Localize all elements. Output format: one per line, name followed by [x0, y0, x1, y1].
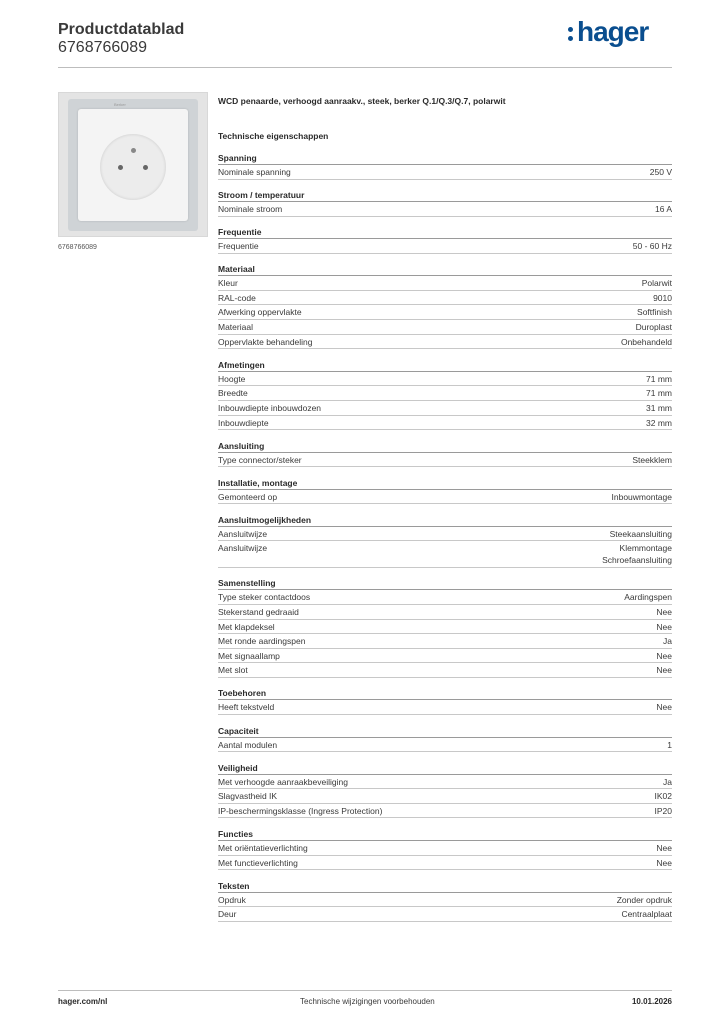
property-group	[218, 263, 672, 349]
property-value: 9010	[653, 292, 672, 303]
group-title: Afmetingen	[218, 359, 672, 372]
brand-mark: Berker	[114, 102, 126, 107]
group-title: Veiligheid	[218, 762, 672, 775]
earth-pin-icon	[131, 148, 136, 153]
group-title: Aansluitmogelijkheden	[218, 514, 672, 527]
product-number: 6768766089	[58, 39, 147, 56]
property-row	[218, 490, 672, 505]
property-row	[218, 386, 672, 401]
property-group	[218, 828, 672, 870]
image-caption: 6768766089	[58, 244, 97, 251]
property-row	[218, 453, 672, 468]
property-row	[218, 738, 672, 753]
socket-hole-icon	[143, 165, 148, 170]
property-row	[218, 907, 672, 922]
frame-plate	[68, 99, 198, 231]
product-description: WCD penaarde, verhoogd aanraakv., steek, berker Q.1/Q.3/Q.7, polarwit	[218, 96, 506, 106]
property-group	[218, 226, 672, 254]
property-group	[218, 514, 672, 568]
property-row	[218, 634, 672, 649]
property-value: Nee	[656, 702, 672, 713]
property-value: Nee	[656, 650, 672, 661]
property-label: Nominale stroom	[218, 204, 283, 215]
property-label: Inbouwdiepte	[218, 417, 269, 428]
property-value: 31 mm	[646, 402, 672, 413]
property-row	[218, 775, 672, 790]
header-divider	[58, 67, 672, 68]
property-value: 1	[667, 739, 672, 750]
group-title: Spanning	[218, 152, 672, 165]
property-label: Met slot	[218, 665, 248, 676]
property-label: Oppervlakte behandeling	[218, 336, 313, 347]
socket-icon	[100, 134, 166, 200]
section-title: Technische eigenschappen	[218, 131, 329, 141]
property-label: Aansluitwijze	[218, 528, 268, 539]
property-label: Materiaal	[218, 322, 253, 333]
property-value: Polarwit	[641, 278, 672, 289]
property-value: Nee	[656, 857, 672, 868]
property-group	[218, 725, 672, 753]
hager-logo[interactable]	[568, 16, 648, 48]
group-title: Installatie, montage	[218, 477, 672, 490]
property-value: Nee	[656, 621, 672, 632]
property-row	[218, 541, 672, 568]
property-value: Steekaansluiting	[609, 528, 672, 539]
group-title: Teksten	[218, 880, 672, 893]
property-row	[218, 841, 672, 856]
property-value: Ja	[663, 636, 672, 647]
property-value: 71 mm	[646, 388, 672, 399]
property-label: Hoogte	[218, 373, 246, 384]
property-group	[218, 577, 672, 678]
property-value: Nee	[656, 607, 672, 617]
property-row	[218, 620, 672, 635]
property-value: Centraalplaat	[621, 909, 672, 920]
property-value: 71 mm	[646, 373, 672, 384]
group-title: Toebehoren	[218, 687, 672, 700]
footer-disclaimer: Technische wijzigingen voorbehouden	[300, 997, 435, 1006]
property-row	[218, 276, 672, 291]
logo-dots-icon	[568, 23, 574, 43]
property-row	[218, 649, 672, 664]
property-value-line: Schroefaansluiting	[602, 555, 672, 566]
property-label: IP-beschermingsklasse (Ingress Protection)	[218, 805, 383, 816]
property-label: Kleur	[218, 278, 238, 289]
property-group	[218, 477, 672, 505]
property-value: 50 - 60 Hz	[632, 241, 672, 252]
property-label: RAL-code	[218, 292, 256, 303]
socket-insert	[78, 109, 188, 221]
property-value: Nee	[656, 665, 672, 676]
property-value: 32 mm	[646, 417, 672, 428]
property-row	[218, 605, 672, 620]
property-row	[218, 856, 672, 871]
property-label: Aansluitwijze	[218, 543, 268, 554]
property-row	[218, 305, 672, 320]
group-title: Materiaal	[218, 263, 672, 276]
footer-website-link[interactable]: hager.com/nl	[58, 997, 108, 1006]
property-value: 250 V	[649, 167, 672, 177]
property-row	[218, 291, 672, 306]
property-row	[218, 320, 672, 335]
property-row	[218, 789, 672, 804]
property-label: Inbouwdiepte inbouwdozen	[218, 402, 322, 413]
property-row	[218, 372, 672, 387]
property-row	[218, 893, 672, 908]
property-value: Steekklem	[632, 454, 672, 465]
property-value: IK02	[654, 791, 672, 802]
property-value: Softfinish	[637, 307, 672, 318]
property-label: Met verhoogde aanraakbeveiliging	[218, 776, 348, 787]
socket-hole-icon	[118, 165, 123, 170]
property-label: Met oriëntatieverlichting	[218, 842, 308, 853]
product-image	[58, 92, 208, 237]
property-label: Met functieverlichting	[218, 857, 298, 868]
logo-text: hager	[577, 16, 649, 47]
property-row	[218, 416, 672, 431]
property-value: Onbehandeld	[620, 336, 672, 347]
group-title: Capaciteit	[218, 725, 672, 738]
footer-divider	[58, 990, 672, 991]
property-row	[218, 239, 672, 254]
property-row	[218, 700, 672, 715]
property-label: Breedte	[218, 388, 248, 399]
property-label: Met ronde aardingspen	[218, 636, 306, 647]
property-value: 16 A	[654, 204, 672, 215]
property-group	[218, 359, 672, 430]
properties-table	[218, 152, 672, 931]
property-label: Met klapdeksel	[218, 621, 275, 632]
property-value: IP20	[654, 805, 672, 816]
property-value	[602, 542, 672, 566]
property-value: Nee	[656, 842, 672, 853]
property-row	[218, 165, 672, 180]
property-value: Aardingspen	[624, 592, 672, 603]
property-label: Stekerstand gedraaid	[218, 607, 299, 617]
property-value: Duroplast	[635, 322, 672, 333]
property-label: Frequentie	[218, 241, 259, 252]
property-value-line: Klemmontage	[619, 543, 672, 554]
property-row	[218, 401, 672, 416]
property-group	[218, 880, 672, 922]
group-title: Functies	[218, 828, 672, 841]
property-label: Afwerking oppervlakte	[218, 307, 302, 318]
document-title: Productdatablad	[58, 21, 185, 38]
footer-date: 10.01.2026	[631, 997, 672, 1006]
property-label: Type steker contactdoos	[218, 592, 311, 603]
property-row	[218, 202, 672, 217]
property-group	[218, 762, 672, 819]
property-row	[218, 590, 672, 605]
property-label: Type connector/steker	[218, 454, 302, 465]
property-label: Opdruk	[218, 894, 246, 905]
property-group	[218, 152, 672, 180]
property-row	[218, 663, 672, 678]
property-group	[218, 687, 672, 715]
property-label: Met signaallamp	[218, 650, 280, 661]
property-row	[218, 335, 672, 350]
property-label: Nominale spanning	[218, 167, 291, 177]
property-label: Slagvastheid IK	[218, 791, 278, 802]
property-value: Zonder opdruk	[616, 894, 672, 905]
group-title: Stroom / temperatuur	[218, 189, 672, 202]
property-row	[218, 527, 672, 542]
property-value: Ja	[663, 776, 672, 787]
property-label: Gemonteerd op	[218, 491, 278, 502]
property-label: Heeft tekstveld	[218, 702, 275, 713]
group-title: Frequentie	[218, 226, 672, 239]
property-label: Aantal modulen	[218, 739, 278, 750]
property-group	[218, 440, 672, 468]
property-label: Deur	[218, 909, 237, 920]
property-group	[218, 189, 672, 217]
property-row	[218, 804, 672, 819]
property-value: Inbouwmontage	[611, 491, 672, 502]
group-title: Aansluiting	[218, 440, 672, 453]
group-title: Samenstelling	[218, 577, 672, 590]
